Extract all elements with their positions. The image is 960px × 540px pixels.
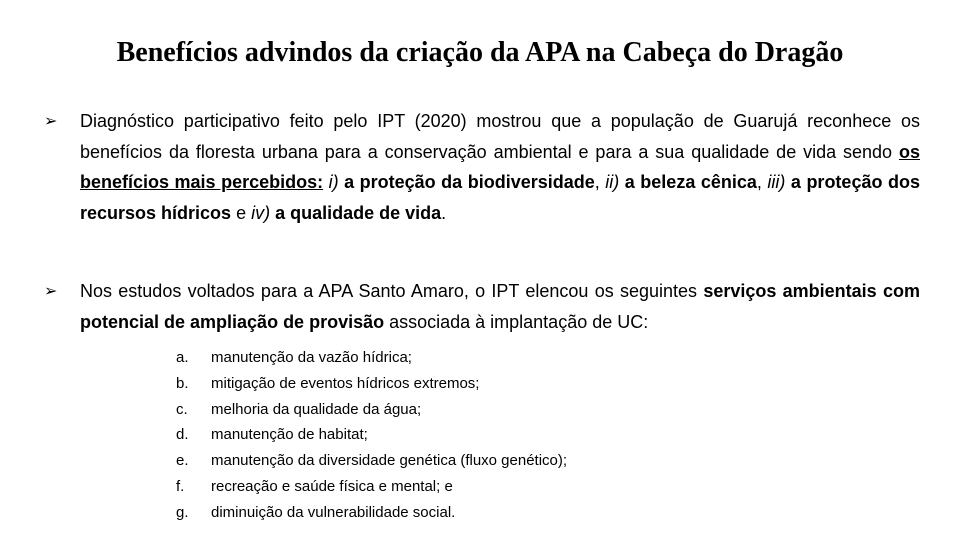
text-run: Nos estudos voltados para a APA Santo Amaro, o IPT elencou os seguintes xyxy=(80,281,704,301)
list-item-text: diminuição da vulnerabilidade social. xyxy=(211,503,456,521)
bullet-diagnostico-text xyxy=(80,106,920,228)
benefit-quality-of-life: a qualidade de vida xyxy=(275,202,442,223)
bullet-estudos-apa-text xyxy=(80,276,920,337)
text-run: e xyxy=(231,202,252,223)
list-marker: e. xyxy=(176,452,189,470)
list-item xyxy=(176,345,567,371)
services-list xyxy=(176,345,567,526)
bullet-estudos-apa xyxy=(44,276,920,337)
benefit-biodiversity: a proteção da biodiversidade xyxy=(344,172,595,192)
list-marker: d. xyxy=(176,426,189,444)
bullet-diagnostico xyxy=(44,106,920,228)
emphasis-services: serviços ambientais com potencial de ampliação de provisão xyxy=(80,281,920,332)
list-item-text: manutenção de habitat; xyxy=(211,426,368,444)
list-marker: c. xyxy=(176,400,188,418)
list-item-text: mitigação de eventos hídricos extremos; xyxy=(211,374,480,392)
list-marker: a. xyxy=(176,349,189,366)
list-item xyxy=(176,474,567,500)
text-run: , xyxy=(594,172,606,192)
list-item xyxy=(176,397,567,423)
text-run: , xyxy=(756,172,768,192)
roman-numeral-iv: iv) xyxy=(251,202,271,223)
roman-numeral-iii: iii) xyxy=(767,172,786,192)
list-marker: g. xyxy=(176,503,189,521)
roman-numeral-i: i) xyxy=(328,172,339,192)
emphasis-underlined: os benefícios mais percebidos: xyxy=(80,141,920,192)
list-item-text: manutenção da vazão hídrica; xyxy=(211,349,412,366)
slide-title: Benefícios advindos da criação da APA na Cabeça do Dragão xyxy=(116,37,844,68)
list-item xyxy=(176,500,567,526)
list-item xyxy=(176,448,567,474)
list-item xyxy=(176,371,567,397)
list-item-text: manutenção da diversidade genética (fluxo genético); xyxy=(211,452,568,470)
list-item xyxy=(176,422,567,448)
text-run: . xyxy=(441,202,447,223)
list-marker: b. xyxy=(176,374,189,392)
benefit-water-resources: a proteção dos recursos hídricos xyxy=(80,172,920,223)
benefit-scenic-beauty: a beleza cênica xyxy=(624,172,757,192)
arrow-bullet-icon: ➢ xyxy=(44,281,58,300)
list-marker: f. xyxy=(176,477,185,495)
list-item-text: recreação e saúde física e mental; e xyxy=(211,477,453,495)
roman-numeral-ii: ii) xyxy=(605,172,620,192)
arrow-bullet-icon: ➢ xyxy=(44,111,58,130)
list-item-text: melhoria da qualidade da água; xyxy=(211,400,422,418)
text-run: associada à implantação de UC: xyxy=(384,311,649,332)
text-run: Diagnóstico participativo feito pelo IPT (2020) mostrou que a população de Guarujá reconhece os benefícios da floresta urbana para a conservação ambiental e para a sua qualidade de vida sendo xyxy=(80,111,920,162)
